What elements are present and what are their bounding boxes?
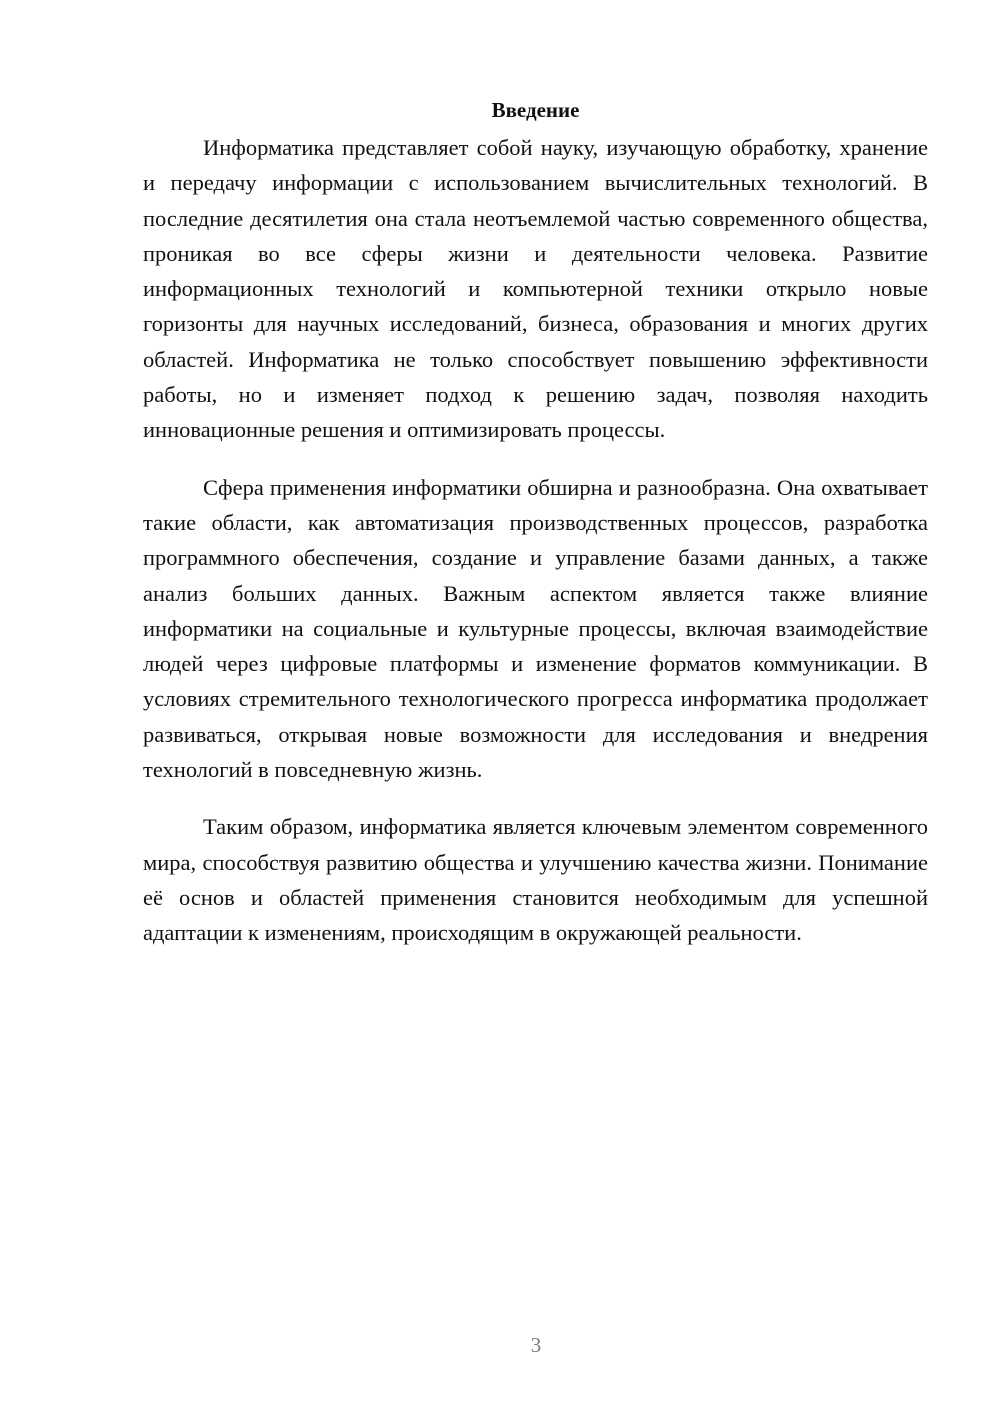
page-body — [143, 96, 928, 973]
page-number: 3 — [530, 1333, 542, 1357]
paragraph-2: Сфера применения информатики обширна и разнообразна. Она охватывает такие области, как автоматизация производственных процессов, разработка программного обеспечения, создание и управление базами данных, а также анализ больших данных. Важным аспектом является также влияние информатики на социальные и культурные процессы, включая взаимодействие людей через цифровые платформы и изменение форматов коммуникации. В условиях стремительного технологического прогресса информатика продолжает развиваться, открывая новые возможности для исследования и внедрения технологий в повседневную жизнь. — [143, 474, 928, 783]
section-title: Введение — [491, 98, 580, 122]
paragraph-3: Таким образом, информатика является ключевым элементом современного мира, способствуя развитию общества и улучшению качества жизни. Понимание её основ и областей применения становится необходимым для успешной адаптации к изменениям, происходящим в окружающей реальности. — [143, 814, 928, 946]
paragraph-1: Информатика представляет собой науку, изучающую обработку, хранение и передачу информации с использованием вычислительных технологий. В последние десятилетия она стала неотъемлемой частью современного общества, проникая во все сферы жизни и деятельности человека. Развитие информационных технологий и компьютерной техники открыло новые горизонты для научных исследований, бизнеса, образования и многих других областей. Информатика не только способствует повышению эффективности работы, но и изменяет подход к решению задач, позволяя находить инновационные решения и оптимизировать процессы. — [143, 135, 928, 443]
